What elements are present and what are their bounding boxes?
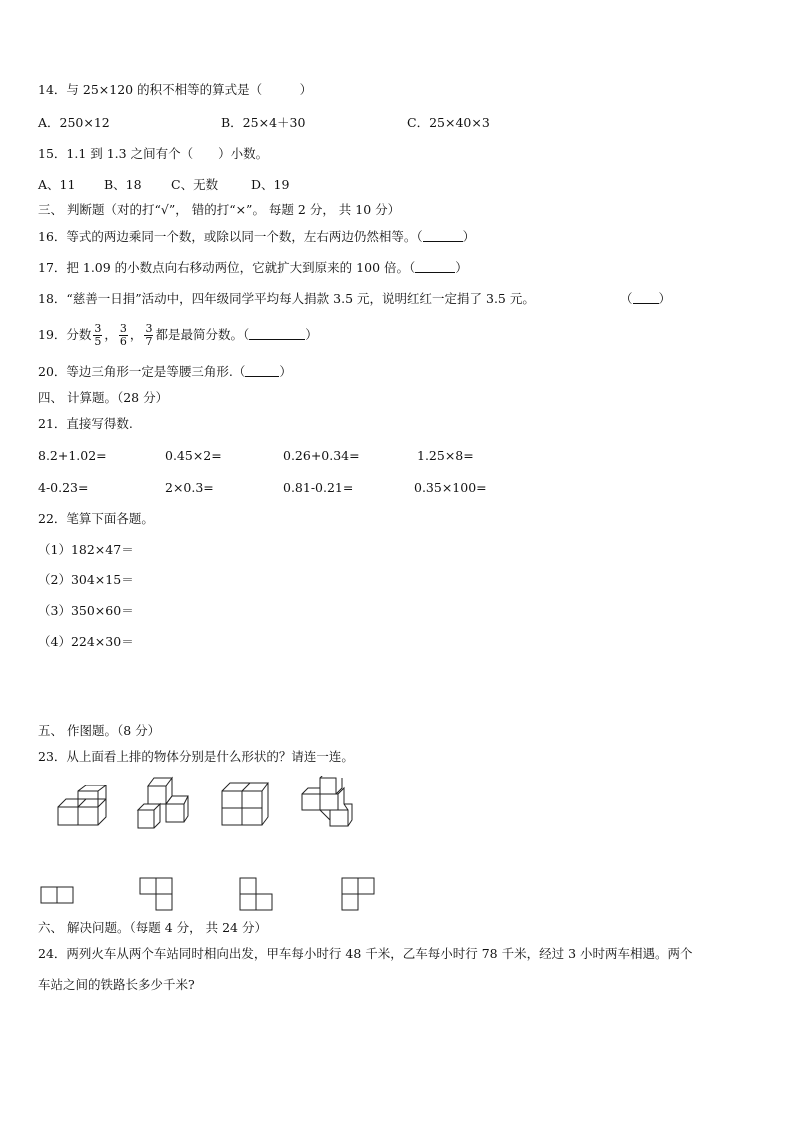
q21-r2-c1: 4-0.23= [38, 480, 89, 495]
section-6-title: 六、 解决问题。（每题 4 分， 共 24 分） [38, 920, 267, 935]
cube-figure-4[interactable] [300, 776, 356, 830]
q22-item-4: （4）224×30＝ [38, 634, 134, 649]
q21-r1-c4: 1.25×8= [417, 448, 474, 463]
fraction-3-5 [93, 323, 102, 348]
q22-item-2: （2）304×15＝ [38, 572, 134, 587]
q16 [38, 229, 475, 245]
top-view-shape-3[interactable] [238, 876, 276, 914]
q19-post: 都是最简分数。（ [155, 327, 250, 342]
q17-answer-blank[interactable] [415, 260, 455, 273]
q21-r1-c3: 0.26+0.34= [283, 448, 360, 463]
fraction-numerator: 3 [94, 322, 102, 335]
q21-r2-c3: 0.81-0.21= [283, 480, 354, 495]
fraction-3-6 [119, 323, 128, 348]
q21-r1-c2: 0.45×2= [165, 448, 222, 463]
fraction-denominator: 5 [94, 335, 102, 348]
fraction-denominator: 7 [145, 335, 153, 348]
cube-figure-2[interactable] [134, 776, 190, 830]
q20-text: 20．等边三角形一定是等腰三角形.（ [38, 364, 246, 379]
q21-stem: 21．直接写得数. [38, 416, 133, 431]
q14-stem: 14．与 25×120 的积不相等的算式是（ ） [38, 82, 313, 97]
q21-r2-c2: 2×0.3= [165, 480, 214, 495]
fraction-3-7 [144, 323, 153, 348]
q19-pre: 19．分数 [38, 327, 92, 342]
q24-line-1: 24．两列火车从两个车站同时相向出发，甲车每小时行 48 千米，乙车每小时行 78 千米，经过 3 小时两车相遇。两个 [38, 946, 693, 961]
q18-text: 18．“慈善一日捐”活动中，四年级同学平均每人捐款 3.5 元，说明红红一定捐了 3.5 元。 [38, 291, 535, 306]
q16-answer-blank[interactable] [423, 229, 463, 242]
q15-option-c: C、无数 [171, 177, 219, 192]
top-view-shape-4[interactable] [340, 876, 378, 914]
q18-close: ） [658, 291, 672, 306]
q15-option-b: B、18 [104, 177, 142, 192]
q24-line-2: 车站之间的铁路长多少千米? [38, 977, 195, 992]
q18-open: （ [620, 291, 633, 306]
fraction-denominator: 6 [119, 335, 127, 348]
q22-item-3: （3）350×60＝ [38, 603, 134, 618]
q17-close: ） [455, 260, 468, 275]
q22-item-1: （1）182×47＝ [38, 542, 134, 557]
q18-bracket [620, 291, 671, 307]
q21-r1-c1: 8.2+1.02= [38, 448, 107, 463]
q19 [38, 320, 318, 350]
cube-figure-1[interactable] [50, 785, 110, 827]
q16-close: ） [462, 229, 476, 244]
q21-r2-c4: 0.35×100= [414, 480, 487, 495]
top-view-shape-1[interactable] [40, 885, 76, 905]
q14-option-b: B．25×4＋30 [221, 115, 306, 130]
q20-close: ） [279, 364, 292, 379]
q14-option-c: C．25×40×3 [407, 115, 490, 130]
q15-option-d: D、19 [251, 177, 290, 192]
q19-close: ） [305, 327, 318, 342]
q23-stem: 23．从上面看上排的物体分别是什么形状的？请连一连。 [38, 749, 354, 764]
q14-option-a: A．250×12 [38, 115, 110, 130]
section-5-title: 五、 作图题。（8 分） [38, 723, 161, 738]
q18-answer-blank[interactable] [633, 291, 659, 304]
fraction-numerator: 3 [119, 322, 127, 335]
q15-option-a: A、11 [38, 177, 76, 192]
q19-sep1: ， [104, 327, 117, 342]
fraction-numerator: 3 [145, 322, 153, 335]
q15-stem: 15．1.1 到 1.3 之间有个（ ）小数。 [38, 146, 269, 161]
q16-text: 16．等式的两边乘同一个数，或除以同一个数，左右两边仍然相等。（ [38, 229, 423, 244]
q17-text: 17．把 1.09 的小数点向右移动两位，它就扩大到原来的 100 倍。（ [38, 260, 416, 275]
section-4-title: 四、 计算题。（28 分） [38, 390, 169, 405]
cube-figure-3[interactable] [220, 781, 270, 827]
q22-stem: 22．笔算下面各题。 [38, 511, 154, 526]
q17 [38, 260, 468, 276]
q19-answer-blank[interactable] [249, 327, 305, 340]
q19-sep2: ， [129, 327, 143, 342]
top-view-shape-2[interactable] [138, 876, 176, 914]
q20 [38, 364, 292, 380]
q20-answer-blank[interactable] [245, 364, 279, 377]
section-3-title: 三、 判断题（对的打“√”， 错的打“×”。 每题 2 分， 共 10 分） [38, 202, 401, 217]
